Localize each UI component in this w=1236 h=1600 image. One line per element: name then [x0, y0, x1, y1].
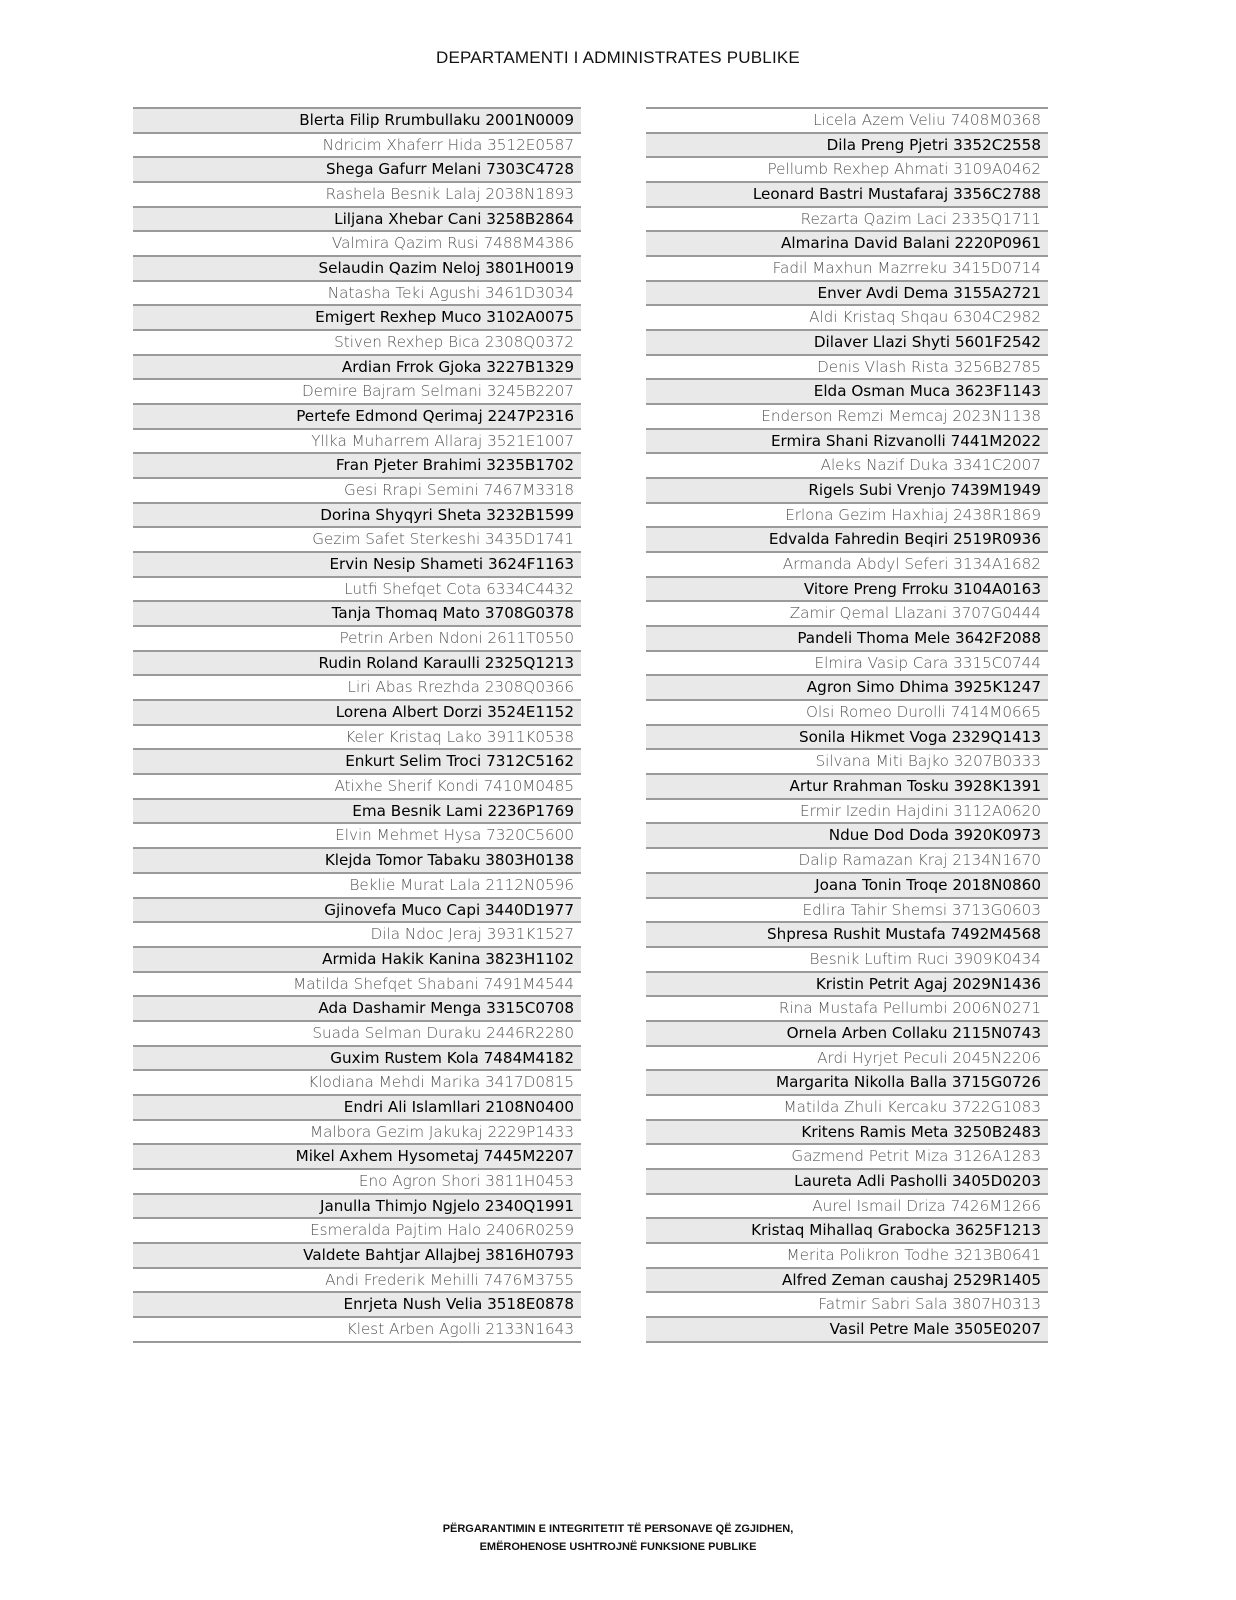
list-item: Almarina David Balani 2220P0961	[646, 232, 1048, 257]
list-item: Agron Simo Dhima 3925K1247	[646, 676, 1048, 701]
list-item: Andi Frederik Mehilli 7476M3755	[133, 1269, 581, 1294]
footer-line-1: PËRGARANTIMIN E INTEGRITETIT TË PERSONAVE QË ZGJIDHEN,	[442, 1523, 794, 1535]
list-item: Klest Arben Agolli 2133N1643	[133, 1318, 581, 1343]
right-name-list	[646, 107, 1048, 1343]
list-item: Ndricim Xhaferr Hida 3512E0587	[133, 134, 581, 159]
list-item: Ada Dashamir Menga 3315C0708	[133, 997, 581, 1022]
list-item: Ermira Shani Rizvanolli 7441M2022	[646, 430, 1048, 455]
list-item: Rashela Besnik Lalaj 2038N1893	[133, 183, 581, 208]
list-item: Blerta Filip Rrumbullaku 2001N0009	[133, 109, 581, 134]
list-item: Klejda Tomor Tabaku 3803H0138	[133, 849, 581, 874]
list-item: Edlira Tahir Shemsi 3713G0603	[646, 899, 1048, 924]
list-item: Pellumb Rexhep Ahmati 3109A0462	[646, 158, 1048, 183]
list-item: Pertefe Edmond Qerimaj 2247P2316	[133, 405, 581, 430]
list-item: Armida Hakik Kanina 3823H1102	[133, 948, 581, 973]
list-item: Matilda Zhuli Kercaku 3722G1083	[646, 1096, 1048, 1121]
list-item: Lutfi Shefqet Cota 6334C4432	[133, 578, 581, 603]
list-item: Ermir Izedin Hajdini 3112A0620	[646, 800, 1048, 825]
list-item: Ervin Nesip Shameti 3624F1163	[133, 553, 581, 578]
list-item: Demire Bajram Selmani 3245B2207	[133, 380, 581, 405]
list-item: Joana Tonin Troqe 2018N0860	[646, 874, 1048, 899]
list-item: Dila Preng Pjetri 3352C2558	[646, 134, 1048, 159]
list-item: Endri Ali Islamllari 2108N0400	[133, 1096, 581, 1121]
list-item: Mikel Axhem Hysometaj 7445M2207	[133, 1145, 581, 1170]
list-item: Armanda Abdyl Seferi 3134A1682	[646, 553, 1048, 578]
list-item: Lorena Albert Dorzi 3524E1152	[133, 701, 581, 726]
list-item: Yllka Muharrem Allaraj 3521E1007	[133, 430, 581, 455]
list-item: Stiven Rexhep Bica 2308Q0372	[133, 331, 581, 356]
list-item: Valmira Qazim Rusi 7488M4386	[133, 232, 581, 257]
list-item: Aldi Kristaq Shqau 6304C2982	[646, 306, 1048, 331]
list-item: Denis Vlash Rista 3256B2785	[646, 356, 1048, 381]
list-item: Gezim Safet Sterkeshi 3435D1741	[133, 528, 581, 553]
list-item: Kritens Ramis Meta 3250B2483	[646, 1121, 1048, 1146]
list-item: Elmira Vasip Cara 3315C0744	[646, 652, 1048, 677]
list-item: Shpresa Rushit Mustafa 7492M4568	[646, 923, 1048, 948]
list-item: Dila Ndoc Jeraj 3931K1527	[133, 923, 581, 948]
list-item: Kristin Petrit Agaj 2029N1436	[646, 973, 1048, 998]
list-item: Beklie Murat Lala 2112N0596	[133, 874, 581, 899]
list-item: Natasha Teki Agushi 3461D3034	[133, 282, 581, 307]
list-item: Merita Polikron Todhe 3213B0641	[646, 1244, 1048, 1269]
list-item: Ardian Frrok Gjoka 3227B1329	[133, 356, 581, 381]
list-item: Fadil Maxhun Mazrreku 3415D0714	[646, 257, 1048, 282]
list-item: Suada Selman Duraku 2446R2280	[133, 1022, 581, 1047]
list-item: Aleks Nazif Duka 3341C2007	[646, 454, 1048, 479]
list-item: Matilda Shefqet Shabani 7491M4544	[133, 973, 581, 998]
list-item: Rezarta Qazim Laci 2335Q1711	[646, 208, 1048, 233]
list-item: Klodiana Mehdi Marika 3417D0815	[133, 1071, 581, 1096]
list-item: Enrjeta Nush Velia 3518E0878	[133, 1293, 581, 1318]
list-item: Olsi Romeo Durolli 7414M0665	[646, 701, 1048, 726]
list-item: Vasil Petre Male 3505E0207	[646, 1318, 1048, 1343]
list-item: Margarita Nikolla Balla 3715G0726	[646, 1071, 1048, 1096]
list-item: Valdete Bahtjar Allajbej 3816H0793	[133, 1244, 581, 1269]
list-item: Guxim Rustem Kola 7484M4182	[133, 1047, 581, 1072]
list-item: Gesi Rrapi Semini 7467M3318	[133, 479, 581, 504]
list-item: Elda Osman Muca 3623F1143	[646, 380, 1048, 405]
list-item: Shega Gafurr Melani 7303C4728	[133, 158, 581, 183]
list-item: Dilaver Llazi Shyti 5601F2542	[646, 331, 1048, 356]
list-item: Ema Besnik Lami 2236P1769	[133, 800, 581, 825]
list-item: Emigert Rexhep Muco 3102A0075	[133, 306, 581, 331]
list-item: Malbora Gezim Jakukaj 2229P1433	[133, 1121, 581, 1146]
list-item: Rigels Subi Vrenjo 7439M1949	[646, 479, 1048, 504]
list-item: Selaudin Qazim Neloj 3801H0019	[133, 257, 581, 282]
list-item: Rudin Roland Karaulli 2325Q1213	[133, 652, 581, 677]
list-item: Gazmend Petrit Miza 3126A1283	[646, 1145, 1048, 1170]
list-item: Keler Kristaq Lako 3911K0538	[133, 726, 581, 751]
footer-text	[0, 1520, 1236, 1556]
list-item: Alfred Zeman caushaj 2529R1405	[646, 1269, 1048, 1294]
list-item: Tanja Thomaq Mato 3708G0378	[133, 602, 581, 627]
list-item: Elvin Mehmet Hysa 7320C5600	[133, 824, 581, 849]
list-item: Edvalda Fahredin Beqiri 2519R0936	[646, 528, 1048, 553]
footer-line-2: EMËROHENOSE USHTROJNË FUNKSIONE PUBLIKE	[479, 1541, 757, 1553]
list-item: Ardi Hyrjet Peculi 2045N2206	[646, 1047, 1048, 1072]
list-item: Fran Pjeter Brahimi 3235B1702	[133, 454, 581, 479]
list-item: Liljana Xhebar Cani 3258B2864	[133, 208, 581, 233]
list-item: Besnik Luftim Ruci 3909K0434	[646, 948, 1048, 973]
list-item: Aurel Ismail Driza 7426M1266	[646, 1195, 1048, 1220]
list-item: Enkurt Selim Troci 7312C5162	[133, 750, 581, 775]
list-item: Leonard Bastri Mustafaraj 3356C2788	[646, 183, 1048, 208]
list-item: Pandeli Thoma Mele 3642F2088	[646, 627, 1048, 652]
list-item: Enver Avdi Dema 3155A2721	[646, 282, 1048, 307]
list-item: Ndue Dod Doda 3920K0973	[646, 824, 1048, 849]
list-item: Rina Mustafa Pellumbi 2006N0271	[646, 997, 1048, 1022]
list-item: Erlona Gezim Haxhiaj 2438R1869	[646, 504, 1048, 529]
page-title: DEPARTAMENTI I ADMINISTRATES PUBLIKE	[436, 48, 800, 67]
list-item: Laureta Adli Pasholli 3405D0203	[646, 1170, 1048, 1195]
list-item: Petrin Arben Ndoni 2611T0550	[133, 627, 581, 652]
list-item: Artur Rrahman Tosku 3928K1391	[646, 775, 1048, 800]
list-item: Ornela Arben Collaku 2115N0743	[646, 1022, 1048, 1047]
list-item: Eno Agron Shori 3811H0453	[133, 1170, 581, 1195]
list-item: Dorina Shyqyri Sheta 3232B1599	[133, 504, 581, 529]
list-item: Zamir Qemal Llazani 3707G0444	[646, 602, 1048, 627]
list-item: Licela Azem Veliu 7408M0368	[646, 109, 1048, 134]
list-item: Sonila Hikmet Voga 2329Q1413	[646, 726, 1048, 751]
list-item: Atixhe Sherif Kondi 7410M0485	[133, 775, 581, 800]
list-item: Liri Abas Rrezhda 2308Q0366	[133, 676, 581, 701]
list-item: Silvana Miti Bajko 3207B0333	[646, 750, 1048, 775]
list-item: Vitore Preng Frroku 3104A0163	[646, 578, 1048, 603]
list-item: Kristaq Mihallaq Grabocka 3625F1213	[646, 1219, 1048, 1244]
list-item: Janulla Thimjo Ngjelo 2340Q1991	[133, 1195, 581, 1220]
list-item: Fatmir Sabri Sala 3807H0313	[646, 1293, 1048, 1318]
list-item: Enderson Remzi Memcaj 2023N1138	[646, 405, 1048, 430]
list-item: Gjinovefa Muco Capi 3440D1977	[133, 899, 581, 924]
list-item: Dalip Ramazan Kraj 2134N1670	[646, 849, 1048, 874]
left-name-list	[133, 107, 581, 1343]
list-item: Esmeralda Pajtim Halo 2406R0259	[133, 1219, 581, 1244]
